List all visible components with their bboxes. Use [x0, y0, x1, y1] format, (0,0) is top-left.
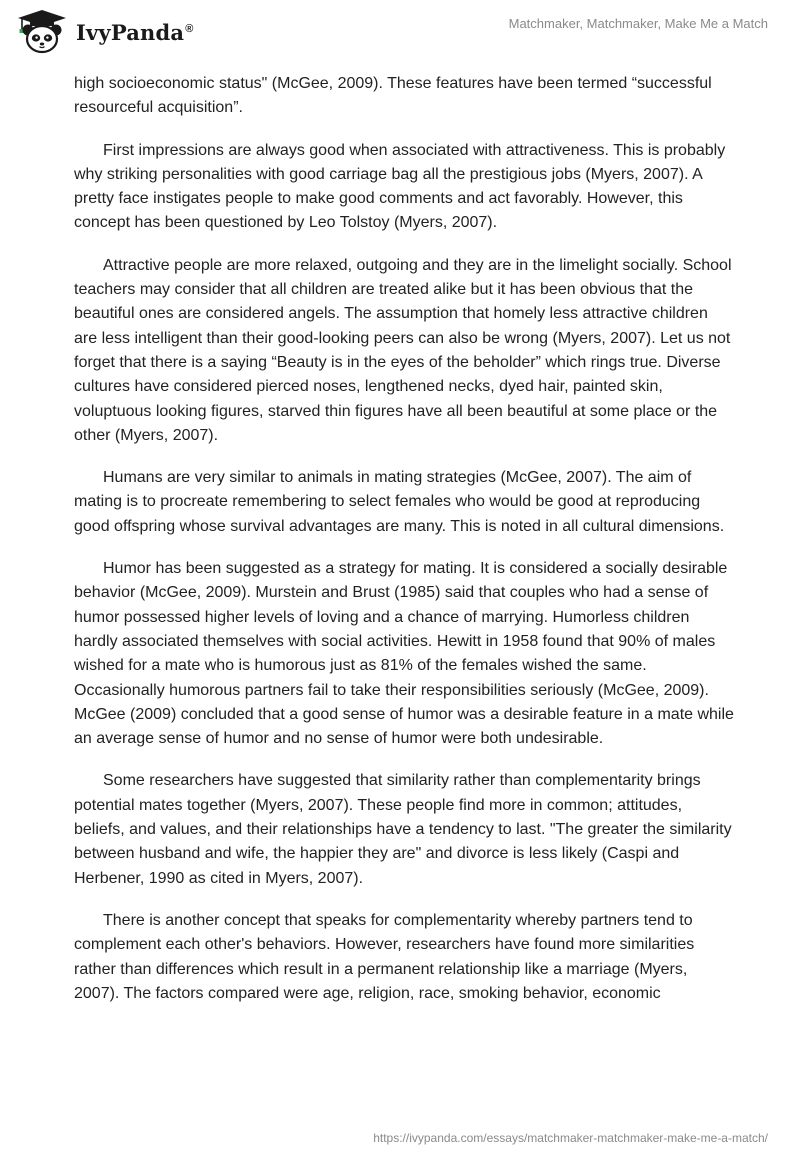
paragraph: Some researchers have suggested that similarity rather than complementarity brings potential mates together (Myers, 2007). These people find more in common; attitudes, beliefs, and values, and their relationships have a tendency to last. "The greater the similarity between husband and wife, the happier they are" and divorce is less likely (Caspi and Herbener, 1990 as cited in Myers, 2007). [74, 772, 732, 887]
paragraph: Humor has been suggested as a strategy for mating. It is considered a socially desirable behavior (McGee, 2009). Murstein and Brust (1985) said that couples who had a sense of humor possessed higher levels of loving and a chance of marrying. Humorless children hardly associated themselves with social activities. Hewitt in 1958 found that 90% of males wished for a mate who is humorous just as 81% of the females wished the same. Occasionally humorous partners fail to take their responsibilities seriously (McGee, 2009). McGee (2009) concluded that a good sense of humor was a desirable feature in a mate while an average sense of humor and no sense of humor were both undesirable. [74, 560, 734, 748]
paragraph: First impressions are always good when associated with attractiveness. This is probably why striking personalities with good carriage bag all the prestigious jobs (Myers, 2007). A pretty face instigates people to make good comments and act favorably. However, this concept has been questioned by Leo Tolstoy (Myers, 2007). [74, 141, 726, 232]
paragraph: Attractive people are more relaxed, outgoing and they are in the limelight socially. School teachers may consider that all children are treated alike but it has been obvious that the beautiful ones are considered angels. The assumption that homely less attractive children are less intelligent than their good-looking peers can also be wrong (Myers, 2007). Let us not forget that there is a saying “Beauty is in the eyes of the beholder” which rings true. Diverse cultures have considered pierced noses, lengthened necks, dyed hair, painted skin, voluptuous looking figures, starved thin figures have all been beautiful at some place or the other (Myers, 2007). [74, 256, 732, 444]
logo-wordmark [76, 20, 194, 45]
panda-graduate-icon [14, 8, 70, 56]
paragraph: high socioeconomic status" (McGee, 2009). These features have been termed “successful resourceful acquisition”. [74, 75, 712, 117]
registered-mark: ® [185, 22, 194, 35]
document-title: Matchmaker, Matchmaker, Make Me a Match [508, 16, 768, 31]
essay-body [74, 72, 734, 1024]
paragraph: There is another concept that speaks for complementarity whereby partners tend to complement each other's behaviors. However, researchers have found more similarities rather than differences which result in a permanent relationship like a marriage (Myers, 2007). The factors compared were age, religion, race, smoking behavior, economic [74, 911, 695, 1002]
page-header [0, 0, 800, 64]
ivypanda-logo[interactable] [14, 8, 194, 56]
logo-text: IvyPanda [76, 19, 185, 45]
paragraph: Humans are very similar to animals in mating strategies (McGee, 2007). The aim of mating is to procreate remembering to select females who would be good at reproducing good offspring whose survival advantages are many. This is noted in all cultural dimensions. [74, 469, 725, 535]
source-url[interactable]: https://ivypanda.com/essays/matchmaker-matchmaker-make-me-a-match/ [373, 1131, 768, 1145]
